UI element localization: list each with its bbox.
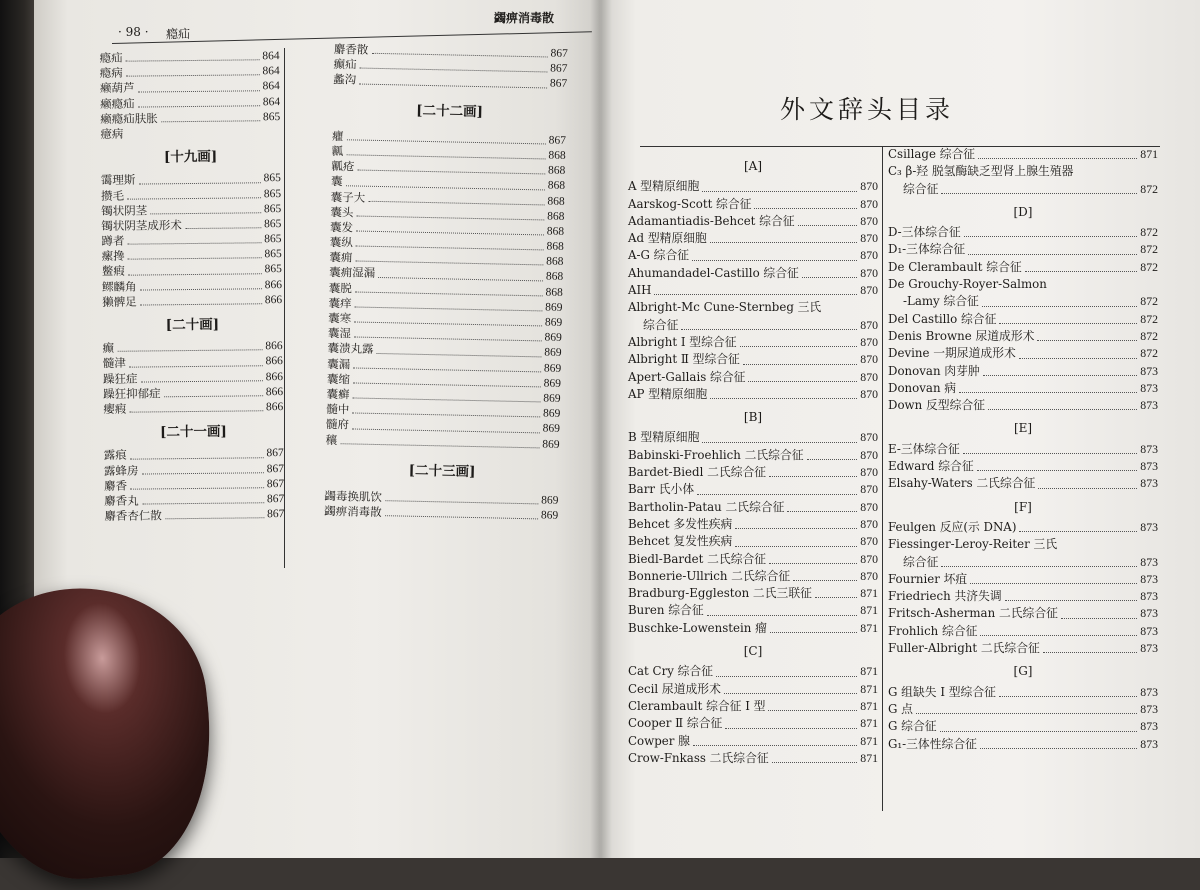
index-entry: 躁狂抑郁症 866	[103, 385, 284, 401]
index-entry: Fournier 坏疽 873	[888, 571, 1158, 586]
index-entry: 麝香丸 867	[104, 492, 285, 508]
index-entry: Feulgen 反应(示 DNA) 873	[888, 519, 1158, 534]
page-title: 外文辞头目录	[780, 95, 955, 124]
index-entry: Cowper 腺 871	[628, 733, 878, 748]
left-index-column-2	[324, 42, 568, 524]
index-entry: Fiessinger-Leroy-Reiter 三氏	[888, 537, 1058, 552]
index-entry: Ahumandadel-Castillo 综合征 870	[628, 265, 878, 280]
index-entry: Biedl-Bardet 二氏综合征 870	[628, 551, 878, 566]
index-entry: Cecil 尿道成形术 871	[628, 681, 878, 696]
index-entry: 囊缩 869	[326, 371, 562, 390]
index-entry: 露蜂房 867	[103, 462, 284, 478]
index-entry: 囊漏 869	[327, 356, 562, 375]
index-entry: 囊溃丸露 869	[327, 341, 562, 360]
book-gutter	[590, 0, 612, 858]
index-group	[628, 429, 878, 637]
index-entry: Bonnerie-Ullrich 二氏综合征 870	[628, 568, 878, 583]
index-group	[100, 49, 281, 142]
section-heading: [E]	[1013, 421, 1033, 436]
index-group	[333, 42, 568, 92]
index-entry: 瘿瘕 866	[103, 401, 284, 416]
index-entry: 露痕 867	[103, 447, 284, 463]
index-entry: D₁-三体综合征 872	[888, 242, 1158, 257]
index-entry: 癫 866	[102, 340, 283, 356]
index-group	[103, 339, 284, 417]
index-entry: Buschke-Lowenstein 瘤 871	[628, 620, 878, 635]
index-entry: B 型精原细胞 870	[628, 430, 878, 445]
index-entry: Elsahy-Waters 二氏综合征 873	[888, 476, 1158, 491]
index-entry: Csillage 综合征 871	[888, 147, 1158, 161]
index-entry: 囊头 868	[330, 204, 565, 223]
index-entry: 瘾病 864	[99, 65, 280, 81]
index-entry: Buren 综合征 871	[628, 603, 878, 618]
index-entry: AIH 870	[628, 283, 878, 298]
index-entry: Bradburg-Eggleston 二氏三联征 871	[628, 586, 878, 601]
index-group	[888, 224, 1158, 414]
index-entry: Donovan 病 873	[888, 380, 1158, 395]
section-heading: [A]	[743, 159, 763, 173]
index-entry: 囊 868	[330, 174, 566, 193]
index-entry: 癯 867	[331, 128, 567, 147]
index-entry: Cat Cry 综合征 871	[628, 664, 878, 679]
index-entry: 躁狂症 866	[102, 370, 284, 386]
index-entry: 瘾疝 864	[99, 50, 280, 65]
index-entry: 蠲痹消毒散 869	[324, 503, 559, 522]
index-entry: Behcet 多发性疾病 870	[628, 516, 878, 531]
index-entry: G₁-三体性综合征 873	[888, 736, 1158, 751]
section-heading: [B]	[743, 410, 763, 425]
section-heading: [D]	[1013, 204, 1033, 219]
index-entry: -Lamy 综合征 872	[888, 294, 1158, 309]
index-entry: Bardet-Biedl 二氏综合征 870	[628, 465, 878, 480]
index-entry: 麝香 867	[104, 477, 285, 493]
index-entry: 麝香散 867	[333, 41, 568, 60]
index-group	[628, 663, 878, 767]
section-heading: [十九画]	[163, 148, 218, 166]
index-entry: Albright-Mc Cune-Sternbeg 三氏	[628, 300, 822, 315]
index-entry: Clerambault 综合征 Ⅰ 型 871	[628, 698, 878, 713]
section-heading: [二十一画]	[160, 423, 227, 441]
index-entry: 瘰搀 865	[101, 248, 282, 264]
index-entry: 穰 869	[325, 432, 560, 451]
index-entry: Albright Ⅰ 型综合征 870	[628, 334, 878, 349]
section-heading: [C]	[743, 644, 763, 659]
index-entry: 镯状阴茎成形术 865	[101, 217, 282, 233]
index-entry: Albright Ⅱ 型综合征 870	[628, 352, 878, 367]
column-divider-right	[882, 146, 883, 811]
page-number: · 98 ·	[118, 25, 149, 39]
index-entry: 囊子大 868	[330, 189, 565, 208]
index-entry: 髓津 866	[102, 355, 283, 371]
index-entry: 镯状阴茎 865	[101, 202, 282, 218]
index-entry: Frohlich 综合征 873	[888, 623, 1158, 638]
index-entry: 囊发 868	[329, 219, 565, 238]
index-entry: Adamantiadis-Behcet 综合征 870	[628, 213, 878, 228]
running-head-left: 瘾疝	[166, 27, 191, 41]
index-entry: Del Castillo 综合征 872	[888, 311, 1158, 326]
index-group	[888, 684, 1158, 753]
index-group	[888, 441, 1158, 493]
index-entry: De Clerambault 综合征 872	[888, 259, 1158, 274]
index-group	[104, 446, 285, 524]
index-entry: G 综合征 873	[888, 719, 1158, 734]
section-heading: [二十二画]	[416, 102, 484, 120]
index-entry: 癞瘾疝肤胀 865	[100, 110, 281, 126]
index-entry: 综合征 873	[888, 554, 1158, 569]
index-entry: 囊湿 869	[327, 326, 562, 345]
index-entry: 瓤 868	[331, 143, 566, 162]
index-entry: Fuller-Albright 二氏综合征 873	[888, 641, 1158, 656]
index-entry: 癫疝 867	[333, 57, 568, 76]
right-index-column-1	[628, 152, 878, 767]
index-entry: Friedriech 共济失调 873	[888, 589, 1158, 604]
index-entry: 囊寒 869	[328, 310, 563, 329]
index-entry: Bartholin-Patau 二氏综合征 870	[628, 499, 878, 514]
index-entry: 囊痒 869	[328, 295, 563, 314]
index-entry: 囊痈湿漏 868	[329, 265, 564, 284]
index-group	[628, 178, 878, 403]
index-entry: 囊脱 868	[328, 280, 563, 299]
index-entry: De Grouchy-Royer-Salmon	[888, 277, 1047, 292]
index-entry: A-G 综合征 870	[628, 248, 878, 263]
left-index-column-1	[100, 49, 285, 524]
index-group	[326, 129, 567, 453]
index-entry: 囊纵 868	[329, 235, 564, 253]
index-entry: Fritsch-Asherman 二氏综合征 873	[888, 606, 1158, 621]
index-entry: 蠲毒换肌饮 869	[324, 488, 559, 507]
index-entry: Aarskog-Scott 综合征 870	[628, 196, 878, 211]
index-entry: 癔病	[100, 126, 124, 141]
index-entry: Down 反型综合征 873	[888, 398, 1158, 413]
index-entry: 癞瘾疝 864	[100, 95, 281, 111]
index-group	[888, 146, 1158, 198]
index-entry: 蠡沟 867	[333, 72, 568, 91]
index-group	[888, 519, 1158, 657]
index-entry: 综合征 872	[888, 181, 1158, 196]
right-index-column-2	[888, 146, 1158, 753]
section-heading: [二十三画]	[408, 462, 476, 480]
index-entry: Devine 一期尿道成形术 872	[888, 346, 1158, 361]
section-heading: [G]	[1013, 664, 1033, 679]
index-entry: C₃ β-羟 脱氢酶缺乏型肾上腺生殖器	[888, 164, 1074, 179]
index-entry: G 点 873	[888, 701, 1158, 716]
index-entry: Behcet 复发性疾病 870	[628, 534, 878, 549]
index-entry: Babinski-Froehlich 二氏综合征 870	[628, 447, 878, 462]
index-entry: 囊癣 869	[326, 386, 561, 405]
index-entry: 蹲者 865	[101, 233, 282, 249]
index-entry: G 组缺失 Ⅰ 型综合征 873	[888, 684, 1158, 699]
index-entry: Crow-Fnkass 二氏综合征 871	[628, 750, 878, 765]
index-entry: Ad 型精原细胞 870	[628, 231, 878, 246]
index-entry: 獭髀足 866	[102, 293, 283, 309]
index-entry: 髓府 869	[325, 417, 561, 436]
index-entry: A 型精原细胞 870	[628, 179, 878, 194]
index-entry: Denis Browne 尿道成形术 872	[888, 328, 1158, 343]
index-entry: 癞葫芦 864	[99, 80, 280, 96]
index-entry: Donovan 肉芽肿 873	[888, 363, 1158, 378]
index-entry: 综合征 870	[628, 317, 878, 332]
running-head-right: 蠲痹消毒散	[494, 11, 555, 25]
index-entry: Edward 综合征 873	[888, 459, 1158, 474]
index-entry: Apert-Gallais 综合征 870	[628, 369, 878, 384]
index-entry: Barr 氏小体 870	[628, 482, 878, 497]
index-entry: 霭理斯 865	[100, 172, 281, 188]
index-entry: AP 型精原细胞 870	[628, 386, 878, 401]
index-entry: 鳖瘕 865	[101, 263, 282, 279]
index-entry: 攒毛 865	[100, 187, 282, 203]
index-entry: D-三体综合征 872	[888, 225, 1158, 240]
index-entry: 瓤疮 868	[331, 159, 566, 177]
index-entry: 鳏麟角 866	[101, 278, 283, 294]
index-entry: 髓中 869	[326, 402, 561, 420]
index-group	[324, 489, 559, 524]
index-entry: 麝香杏仁散 867	[104, 508, 285, 524]
index-entry: Cooper Ⅱ 综合征 871	[628, 716, 878, 731]
index-entry: 囊痈 868	[329, 250, 564, 269]
index-group	[101, 171, 282, 310]
section-heading: [二十画]	[165, 316, 220, 334]
section-heading: [F]	[1014, 499, 1032, 514]
index-entry: E-三体综合征 873	[888, 441, 1158, 456]
